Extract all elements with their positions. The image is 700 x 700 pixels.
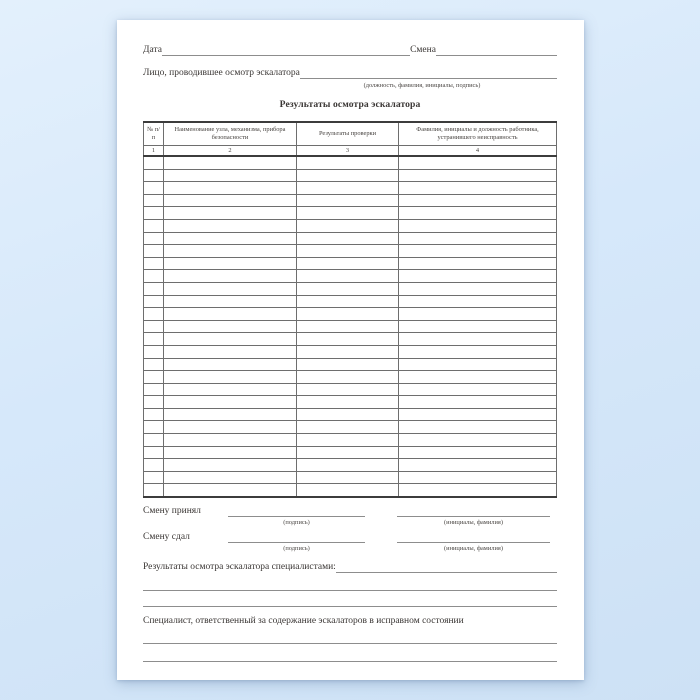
empty-cell [164, 371, 297, 384]
empty-cell [144, 169, 164, 182]
initials-hint: (инициалы, фамилия) [444, 545, 503, 553]
document-title: Результаты осмотра эскалатора [279, 99, 421, 110]
empty-cell [164, 434, 297, 447]
empty-cell [297, 345, 399, 358]
date-fill-line [162, 45, 410, 56]
empty-cell [144, 219, 164, 232]
empty-cell [144, 434, 164, 447]
empty-cell [144, 358, 164, 371]
responsible-label: Специалист, ответственный за содержание эскалаторов в исправном состоянии [143, 616, 464, 627]
empty-cell [399, 156, 557, 169]
table-row [144, 408, 557, 421]
empty-cell [144, 207, 164, 220]
empty-cell [164, 282, 297, 295]
empty-cell [164, 270, 297, 283]
empty-cell [399, 194, 557, 207]
shift-handed-over-label: Смену сдал [143, 532, 190, 543]
table-row [144, 169, 557, 182]
empty-cell [399, 408, 557, 421]
empty-cell [399, 207, 557, 220]
shift-handed-over-row [143, 532, 557, 543]
empty-cell [399, 345, 557, 358]
empty-cell [399, 484, 557, 497]
table-row [144, 232, 557, 245]
empty-cell [297, 371, 399, 384]
blank-rule-line [143, 606, 557, 607]
empty-cell [297, 257, 399, 270]
empty-cell [399, 257, 557, 270]
empty-cell [164, 484, 297, 497]
column-number: 4 [399, 146, 557, 157]
shift-handed-over-captions [228, 545, 557, 552]
empty-cell [164, 207, 297, 220]
empty-cell [399, 446, 557, 459]
table-row [144, 484, 557, 497]
empty-cell [297, 270, 399, 283]
empty-cell [297, 194, 399, 207]
empty-cell [297, 245, 399, 258]
empty-cell [144, 257, 164, 270]
empty-cell [297, 459, 399, 472]
empty-cell [164, 219, 297, 232]
table-row [144, 156, 557, 169]
empty-cell [164, 245, 297, 258]
empty-cell [399, 333, 557, 346]
empty-cell [144, 459, 164, 472]
table-row [144, 421, 557, 434]
specialists-fill-line [336, 562, 557, 573]
table-row [144, 459, 557, 472]
empty-cell [297, 408, 399, 421]
empty-cell [399, 358, 557, 371]
empty-cell [297, 308, 399, 321]
empty-cell [144, 333, 164, 346]
empty-cell [297, 182, 399, 195]
table-row [144, 295, 557, 308]
empty-cell [144, 371, 164, 384]
shift-label: Смена [410, 45, 436, 56]
table-row [144, 270, 557, 283]
empty-cell [399, 270, 557, 283]
empty-cell [164, 232, 297, 245]
shift-accepted-captions [228, 519, 557, 526]
empty-cell [297, 320, 399, 333]
column-header: Наименование узла, механизма, прибора безопасности [164, 122, 297, 146]
empty-cell [144, 446, 164, 459]
empty-cell [399, 371, 557, 384]
empty-cell [144, 471, 164, 484]
shift-accepted-signature-line [228, 506, 365, 517]
results-table [143, 121, 557, 498]
empty-cell [297, 295, 399, 308]
table-row [144, 245, 557, 258]
empty-cell [399, 308, 557, 321]
empty-cell [399, 396, 557, 409]
inspector-hint: (должность, фамилия, инициалы, подпись) [363, 82, 481, 89]
empty-cell [297, 383, 399, 396]
empty-cell [399, 320, 557, 333]
empty-cell [144, 383, 164, 396]
column-number: 3 [297, 146, 399, 157]
table-row [144, 257, 557, 270]
empty-cell [297, 232, 399, 245]
inspector-fill-line [300, 68, 557, 79]
shift-accepted-initials-line [397, 506, 550, 517]
empty-cell [297, 207, 399, 220]
signature-hint: (подпись) [283, 519, 310, 527]
table-row [144, 471, 557, 484]
empty-cell [144, 282, 164, 295]
empty-cell [297, 156, 399, 169]
shift-handed-over-signature-line [228, 532, 365, 543]
empty-cell [164, 169, 297, 182]
empty-cell [164, 421, 297, 434]
empty-cell [399, 434, 557, 447]
empty-cell [399, 282, 557, 295]
table-row [144, 182, 557, 195]
shift-accepted-row [143, 506, 557, 517]
empty-cell [164, 408, 297, 421]
inspector-row [143, 68, 557, 79]
empty-cell [164, 333, 297, 346]
table-row [144, 219, 557, 232]
empty-cell [164, 257, 297, 270]
empty-cell [297, 333, 399, 346]
empty-cell [399, 219, 557, 232]
date-label: Дата [143, 45, 162, 56]
table-row [144, 333, 557, 346]
signature-hint: (подпись) [283, 545, 310, 553]
empty-cell [144, 320, 164, 333]
empty-cell [297, 421, 399, 434]
empty-cell [399, 169, 557, 182]
empty-cell [297, 169, 399, 182]
table-header-row [144, 122, 557, 146]
empty-cell [164, 471, 297, 484]
empty-cell [144, 308, 164, 321]
empty-cell [297, 484, 399, 497]
table-row [144, 446, 557, 459]
blank-rule-line [143, 661, 557, 662]
empty-cell [399, 182, 557, 195]
empty-cell [297, 282, 399, 295]
empty-cell [297, 219, 399, 232]
table-row [144, 358, 557, 371]
empty-cell [144, 182, 164, 195]
results-table-head [144, 122, 557, 156]
empty-cell [164, 383, 297, 396]
empty-cell [399, 295, 557, 308]
empty-cell [144, 245, 164, 258]
table-row [144, 371, 557, 384]
column-number-row [144, 146, 557, 157]
initials-hint: (инициалы, фамилия) [444, 519, 503, 527]
table-row [144, 282, 557, 295]
empty-cell [297, 446, 399, 459]
column-number: 2 [164, 146, 297, 157]
empty-cell [164, 295, 297, 308]
empty-cell [399, 232, 557, 245]
inspector-label: Лицо, проводившее осмотр эскалатора [143, 68, 300, 79]
empty-cell [399, 459, 557, 472]
table-row [144, 396, 557, 409]
empty-cell [164, 446, 297, 459]
empty-cell [164, 156, 297, 169]
table-row [144, 207, 557, 220]
empty-cell [164, 194, 297, 207]
table-row [144, 320, 557, 333]
empty-cell [164, 308, 297, 321]
table-row [144, 345, 557, 358]
empty-cell [164, 320, 297, 333]
column-header: № п/п [144, 122, 164, 146]
empty-cell [144, 421, 164, 434]
column-number: 1 [144, 146, 164, 157]
blank-rule-line [143, 590, 557, 591]
empty-cell [399, 383, 557, 396]
empty-cell [144, 396, 164, 409]
empty-cell [297, 471, 399, 484]
specialists-row [143, 562, 557, 573]
empty-cell [144, 194, 164, 207]
empty-cell [297, 434, 399, 447]
empty-cell [144, 270, 164, 283]
empty-cell [144, 484, 164, 497]
empty-cell [144, 232, 164, 245]
empty-cell [164, 182, 297, 195]
specialists-label: Результаты осмотра эскалатора специалистами: [143, 562, 336, 573]
shift-fill-line [436, 45, 557, 56]
empty-cell [164, 358, 297, 371]
date-shift-row [143, 45, 557, 56]
empty-cell [399, 421, 557, 434]
table-row [144, 383, 557, 396]
empty-cell [144, 408, 164, 421]
empty-cell [297, 358, 399, 371]
results-table-body [144, 156, 557, 497]
empty-cell [164, 345, 297, 358]
empty-cell [164, 396, 297, 409]
table-row [144, 194, 557, 207]
empty-cell [144, 295, 164, 308]
empty-cell [399, 245, 557, 258]
empty-cell [399, 471, 557, 484]
column-header: Результаты проверки [297, 122, 399, 146]
empty-cell [144, 156, 164, 169]
shift-accepted-label: Смену принял [143, 506, 201, 517]
empty-cell [144, 345, 164, 358]
empty-cell [297, 396, 399, 409]
shift-handed-over-initials-line [397, 532, 550, 543]
document-page [117, 20, 584, 680]
table-row [144, 308, 557, 321]
column-header: Фамилия, инициалы и должность работника, устранившего неисправность [399, 122, 557, 146]
blank-rule-line [143, 643, 557, 644]
empty-cell [164, 459, 297, 472]
table-row [144, 434, 557, 447]
